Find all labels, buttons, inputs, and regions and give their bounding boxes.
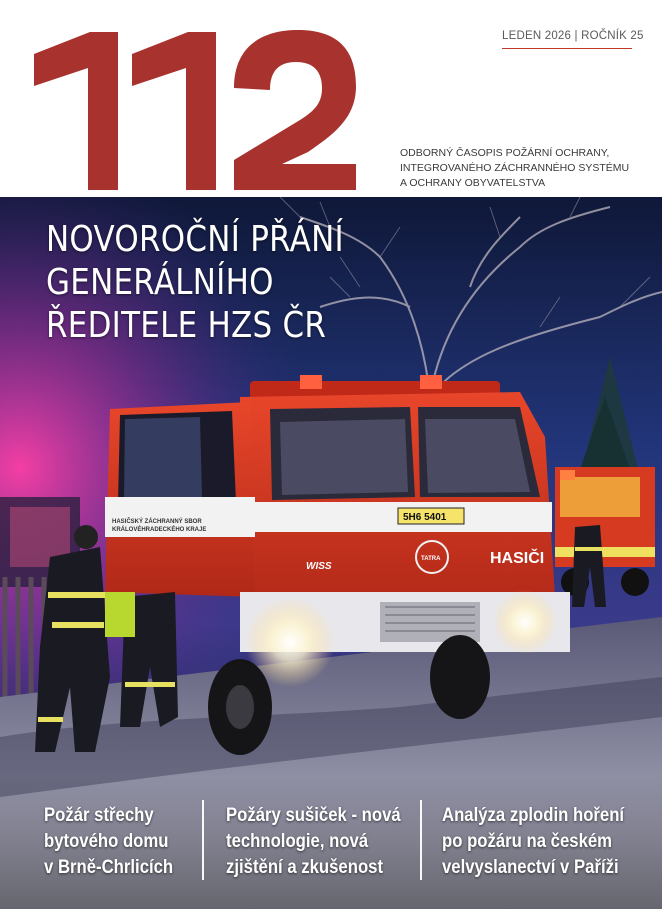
cover-headline <box>46 218 344 347</box>
truck-side-text: HASIČI <box>490 550 545 567</box>
teaser-line: v Brně-Chrlicích <box>44 857 174 878</box>
article-teasers <box>0 795 662 905</box>
teaser-line: po požáru na českém <box>442 831 613 852</box>
teaser-line: zjištění a zkušenost <box>226 857 384 878</box>
teaser-article-3[interactable] <box>442 803 624 881</box>
issue-label: LEDEN 2026 | ROČNÍK 25 <box>502 30 644 42</box>
teaser-line: technologie, nová <box>226 831 369 852</box>
logo-112 <box>30 28 360 190</box>
magazine-subtitle <box>400 146 650 191</box>
teaser-divider <box>202 800 204 880</box>
teaser-line: bytového domu <box>44 831 169 852</box>
subtitle-line: INTEGROVANÉHO ZÁCHRANNÉHO SYSTÉMU <box>400 162 630 174</box>
issue-rule <box>502 48 632 49</box>
subtitle-line: A OCHRANY OBYVATELSTVA <box>400 177 546 189</box>
headline-line: NOVOROČNÍ PŘÁNÍ <box>46 219 344 260</box>
teaser-line: Požár střechy <box>44 805 154 826</box>
teaser-article-2[interactable] <box>226 803 401 881</box>
truck-door-text: KRÁLOVÉHRADECKÉHO KRAJE <box>112 527 207 533</box>
truck-brand-text: WISS <box>306 561 332 572</box>
teaser-divider <box>420 800 422 880</box>
teaser-article-1[interactable] <box>44 803 173 881</box>
truck-door-text: HASIČSKÝ ZÁCHRANNÝ SBOR <box>112 519 202 525</box>
teaser-line: Analýza zplodin hoření <box>442 805 625 826</box>
masthead <box>0 0 662 197</box>
teaser-line: Požáry sušiček - nová <box>226 805 401 826</box>
license-plate: 5H6 5401 <box>403 512 447 523</box>
teaser-line: velvyslanectví v Paříži <box>442 857 619 878</box>
subtitle-line: ODBORNÝ ČASOPIS POŽÁRNÍ OCHRANY, <box>400 147 610 159</box>
headline-line: GENERÁLNÍHO <box>46 262 274 303</box>
tatra-badge-text: TATRA <box>421 556 441 562</box>
headline-line: ŘEDITELE HZS ČR <box>46 305 327 346</box>
